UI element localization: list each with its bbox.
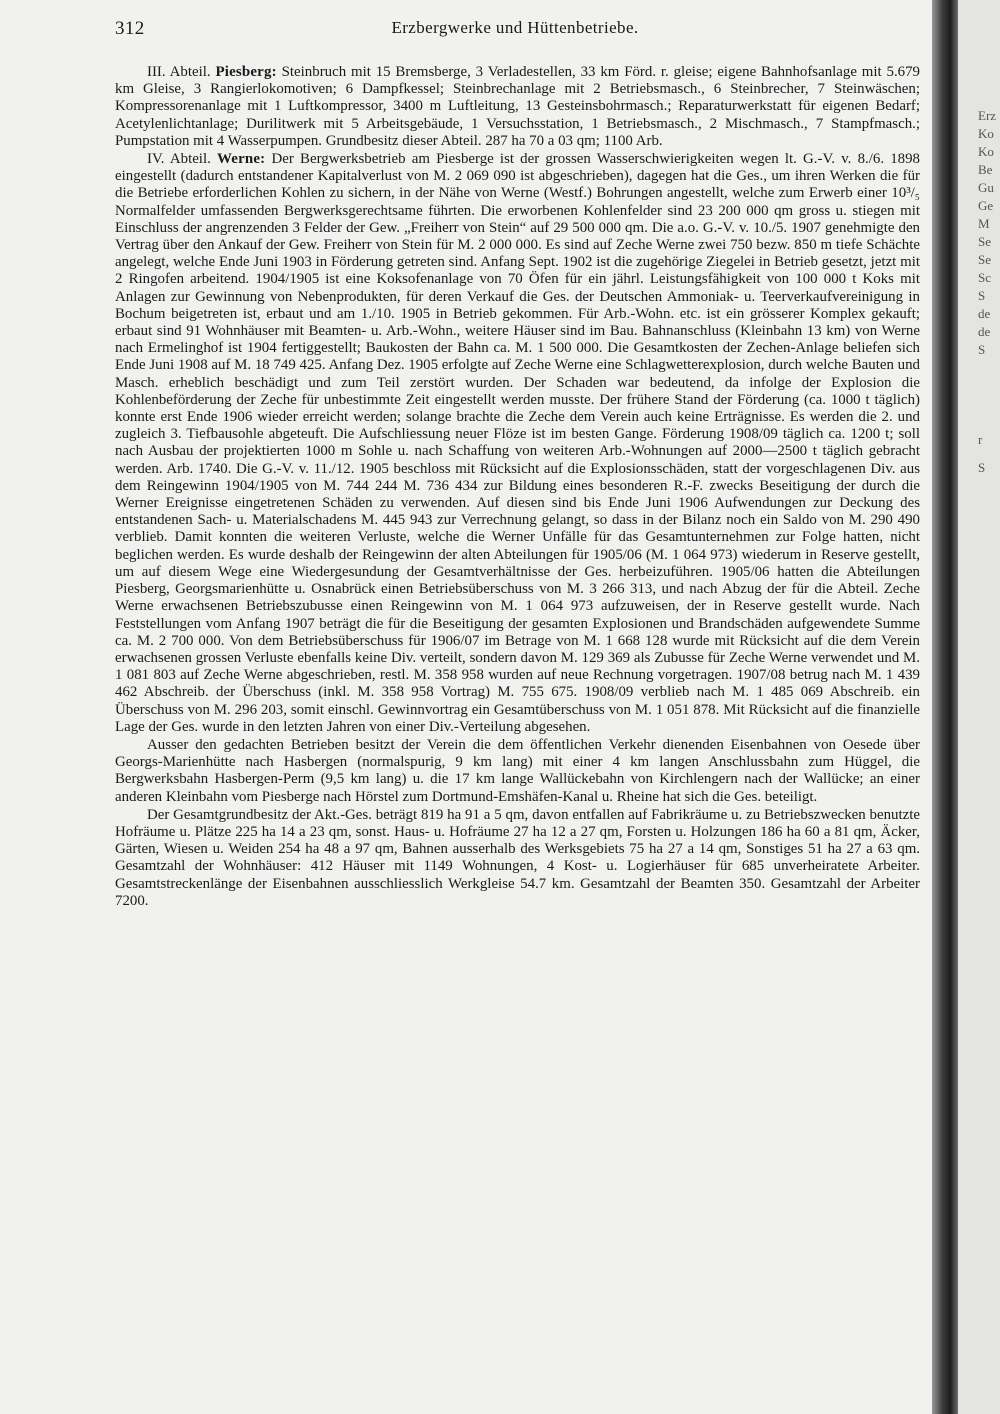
page-body: [115, 64, 920, 911]
paragraph-land-holdings: [115, 807, 920, 910]
edge-fragment: Ge: [978, 198, 994, 213]
section-lead: IV. Abteil.: [147, 151, 211, 168]
department-name: Werne:: [217, 151, 266, 168]
book-gutter: [932, 0, 958, 1414]
edge-fragment: S: [978, 460, 986, 475]
edge-fragment: S: [978, 342, 986, 357]
edge-fragment: S: [978, 288, 986, 303]
running-title: Erzbergwerke und Hüttenbetriebe.: [391, 18, 639, 37]
paragraph-werne: [115, 151, 920, 736]
edge-fragment: Be: [978, 162, 993, 177]
section-lead: III. Abteil.: [147, 64, 211, 80]
edge-fragment: Ko: [978, 126, 994, 141]
paragraph-piesberg: [115, 64, 920, 150]
edge-fragment: de: [978, 306, 991, 321]
edge-fragment: Gu: [978, 180, 994, 195]
edge-fragment: Ko: [978, 144, 994, 159]
edge-fragment: Sc: [978, 270, 991, 285]
edge-fragment: Se: [978, 252, 991, 267]
edge-fragment: r: [978, 432, 983, 447]
page-number: 312: [115, 18, 145, 39]
paragraph-text: Steinbruch mit 15 Bremsberge, 3 Verladestellen, 33 km Förd. r. gleise; eigene Bahnhofsanlage mit 5.679 km Gleise, 3 Rangierlokomotiven; 6 Dampfkessel; Steinbrechanlage mit 2 Betriebsmasch., 6 Steinbrecher, 7 Steinwäschen; Kompressorenanlage mit 1 Luftkompressor, 3400 m Luftleitung, 13 Gesteinsbohrmasch.; Reparaturwerkstatt für eigenen Bedarf; Acetylenlichtanlage; Durilitwerk mit 5 Arbeitsgebäude, 1 Versuchsstation, 1 Betriebsmasch., 2 Mischmasch., 7 Stampfmasch.; Pumpstation mit 4 Wasserpumpen. Grundbesitz dieser Abteil. 287 ha 70 a 03 qm; 1100 Arb.: [115, 64, 921, 149]
edge-fragment: Erz: [978, 108, 997, 123]
page-header: [115, 18, 915, 46]
department-name: Piesberg:: [215, 64, 277, 80]
paragraph-railways: [115, 737, 920, 806]
edge-fragment: de: [978, 324, 991, 339]
paragraph-text: Der Bergwerksbetrieb am Piesberge ist der grossen Wasserschwierigkeiten wegen lt. G.-V. v. 8./6. 1898 eingestellt (dadurch entstandener Kapitalverlust von M. 2 069 090 ist abgeschrieben), dagegen hat die Ges., um ihren Werken die für die Betriebe erforderlichen Kohlen zu sichern, in der Nähe von Werne (Westf.) Bohrungen angestellt, welche zum Erwerb einer 10³/₅ Normalfelder umfassenden Bergwerksgerechtsame führten. Die erworbenen Kohlenfelder sind 23 200 000 qm gross u. stiegen mit Einschluss der angrenzenden 3 Felder der Gew. „Freiherr von Stein“ auf 29 500 000 qm. Die a.o. G.-V. v. 10./5. 1907 genehmigte den Vertrag über den Ankauf der Gew. Freiherr von Stein für M. 2 000 000. Es sind auf Zeche Werne zwei 750 bezw. 850 m tiefe Schächte angelegt, welche Ende Juni 1903 in Förderung getreten sind. Anfang Sept. 1902 ist die zugehörige Ziegelei in Betrieb gesetzt, jetzt mit 2 Ringofen arbeitend. 1904/1905 ist eine Koksofenanlage von 70 Öfen für ein jährl. Leistungsfähigkeit von 100 000 t Koks mit Anlagen zur Gewinnung von Nebenprodukten, für deren Verkauf die Ges. der Deutschen Ammoniak- u. Teerverkaufvereinigung in Bochum beigetreten ist, erbaut und am 1./10. 1905 in Betrieb gekommen. Für Arb.-Wohn. etc. ist ein grösserer Komplex gekauft; erbaut sind 91 Wohnhäuser mit Beamten- u. Arb.-Wohn., weitere Häuser sind im Bau. Bahnanschluss (Kleinbahn 13 km) von Werne nach Ermelinghof ist 1904 fertiggestellt; Baukosten der Bahn ca. M. 1 500 000. Die Gesamtkosten der Zechen-Anlage beliefen sich Ende Juni 1908 auf M. 18 749 425. Anfang Dez. 1905 erfolgte auf Zeche Werne eine Schlagwetterexplosion, durch welche Bauten und Masch. erheblich beschädigt und zum Teil zerstört wurden. Der Schaden war bedeutend, da infolge der Explosion die Kohlenbeförderung der Zeche für unbestimmte Zeit eingestellt werden musste. Der frühere Stand der Förderung (ca. 1000 t täglich) konnte erst Ende 1906 wieder erreicht werden; solange brachte die Zeche dem Verein auch keine Erträgnisse. Es werden die 2. und zugleich 3. Tiefbausohle abgeteuft. Die Aufschliessung neuer Flöze ist im besten Gange. Förderung 1908/09 täglich ca. 1200 t; soll nach Ausbau der projektierten 1000 m Sohle u. nach Schaffung von weiteren Arb.-Wohnungen auf 2000—2500 t täglich gebracht werden. Arb. 1740. Die G.-V. v. 11./12. 1905 beschloss mit Rücksicht auf die Explosionsschäden, statt der vorgeschlagenen Div. aus dem Reingewinn 1904/1905 von M. 744 244 M. 736 434 zur Bildung eines besonderen R.-F. zwecks Beseitigung der durch die Werner Ereignisse eingetretenen Schäden zu verwenden. Auf diesen sind bis Ende Juni 1906 Aufwendungen zur Deckung des entstandenen Sach- u. Materialschadens M. 445 943 zur Verrechnung gelangt, so dass in der Bilanz noch ein Saldo von M. 290 490 verblieb. Damit konnten die weiteren Verluste, welche die Werner Unfälle für das Gesamtunternehmen zur Folge hatten, nicht beglichen werden. Es wurde deshalb der Reingewinn der alten Abteilungen für 1905/06 (M. 1 064 973) wiederum in Reserve gestellt, um auf diesem Wege eine Wiedergesundung der Gesamtverhältnisse der Ges. herbeizuführen. 1905/06 hatten die Abteilungen Piesberg, Georgsmarienhütte u. Osnabrück einen Betriebsüberschuss von M. 3 266 313, und nach Abzug der für die Abteil. Zeche Werne erwachsenen Betriebszubusse einen Reingewinn von M. 1 064 973 aufzuweisen, der in Reserve gestellt wurde. Nach Feststellungen vom Anfang 1907 beträgt die für die Beseitigung der gesamten Explosionen und Brandschäden aufgewendete Summe ca. M. 2 700 000. Von dem Betriebsüberschuss für 1906/07 im Betrage von M. 1 668 128 wurde mit Rücksicht auf die dem Verein erwachsenen grossen Verluste ebenfalls keine Div. verteilt, sondern davon M. 129 369 als Zubusse für Zeche Werne verwendet und M. 1 081 803 auf Zeche Werne abgeschrieben, restl. M. 358 958 wurden auf neue Rechnung vorgetragen. 1907/08 betrug nach M. 1 439 462 Abschreib. der Überschuss (inkl. M. 358 958 Vortrag) M. 755 675. 1908/09 verblieb nach M. 1 485 069 Abschreib. ein Überschuss von M. 296 203, somit einschl. Gewinnvortrag ein Gesamtüberschuss von M. 1 051 878. Mit Rücksicht auf die finanzielle Lage der Ges. wurde in den letzten Jahren von einer Div.-Verteilung abgesehen.: [115, 151, 921, 735]
edge-fragment: Se: [978, 234, 991, 249]
edge-fragment: M: [978, 216, 990, 231]
paragraph-text: Der Gesamtgrundbesitz der Akt.-Ges. beträgt 819 ha 91 a 5 qm, davon entfallen auf Fabrikräume u. zu Betriebszwecken benutzte Hofräume u. Plätze 225 ha 14 a 23 qm, sonst. Haus- u. Hofräume 27 ha 12 a 27 qm, Forsten u. Holzungen 186 ha 60 a 81 qm, Äcker, Gärten, Wiesen u. Weiden 254 ha 48 a 97 qm, Bahnen ausserhalb des Werksgebiets 75 ha 27 a 14 qm, Sonstiges 51 ha 27 a 63 qm. Gesamtzahl der Wohnhäuser: 412 Häuser mit 1149 Wohnungen, 4 Kost- u. Logierhäuser für 685 unverheiratete Arbeiter. Gesamtstreckenlänge der Eisenbahnen ausschliesslich Werkgleise 54.7 km. Gesamtzahl der Beamten 350. Gesamtzahl der Arbeiter 7200.: [115, 806, 920, 909]
paragraph-text: Ausser den gedachten Betrieben besitzt der Verein die dem öffentlichen Verkehr dienenden Eisenbahnen von Oesede über Georgs-Marienhütte nach Hasbergen (normalspurig, 9 km lang) mit einer 4 km langen Anschlussbahn zum Hüggel, die Bergwerksbahn Hasbergen-Perm (9,5 km lang) u. die 17 km lange Wallückebahn von Kirchlengern nach der Wallücke; an einer anderen Kleinbahn vom Piesberge nach Hörstel zum Dortmund-Emshäfen-Kanal u. Rheine hat sich die Ges. beteiligt.: [115, 736, 920, 805]
